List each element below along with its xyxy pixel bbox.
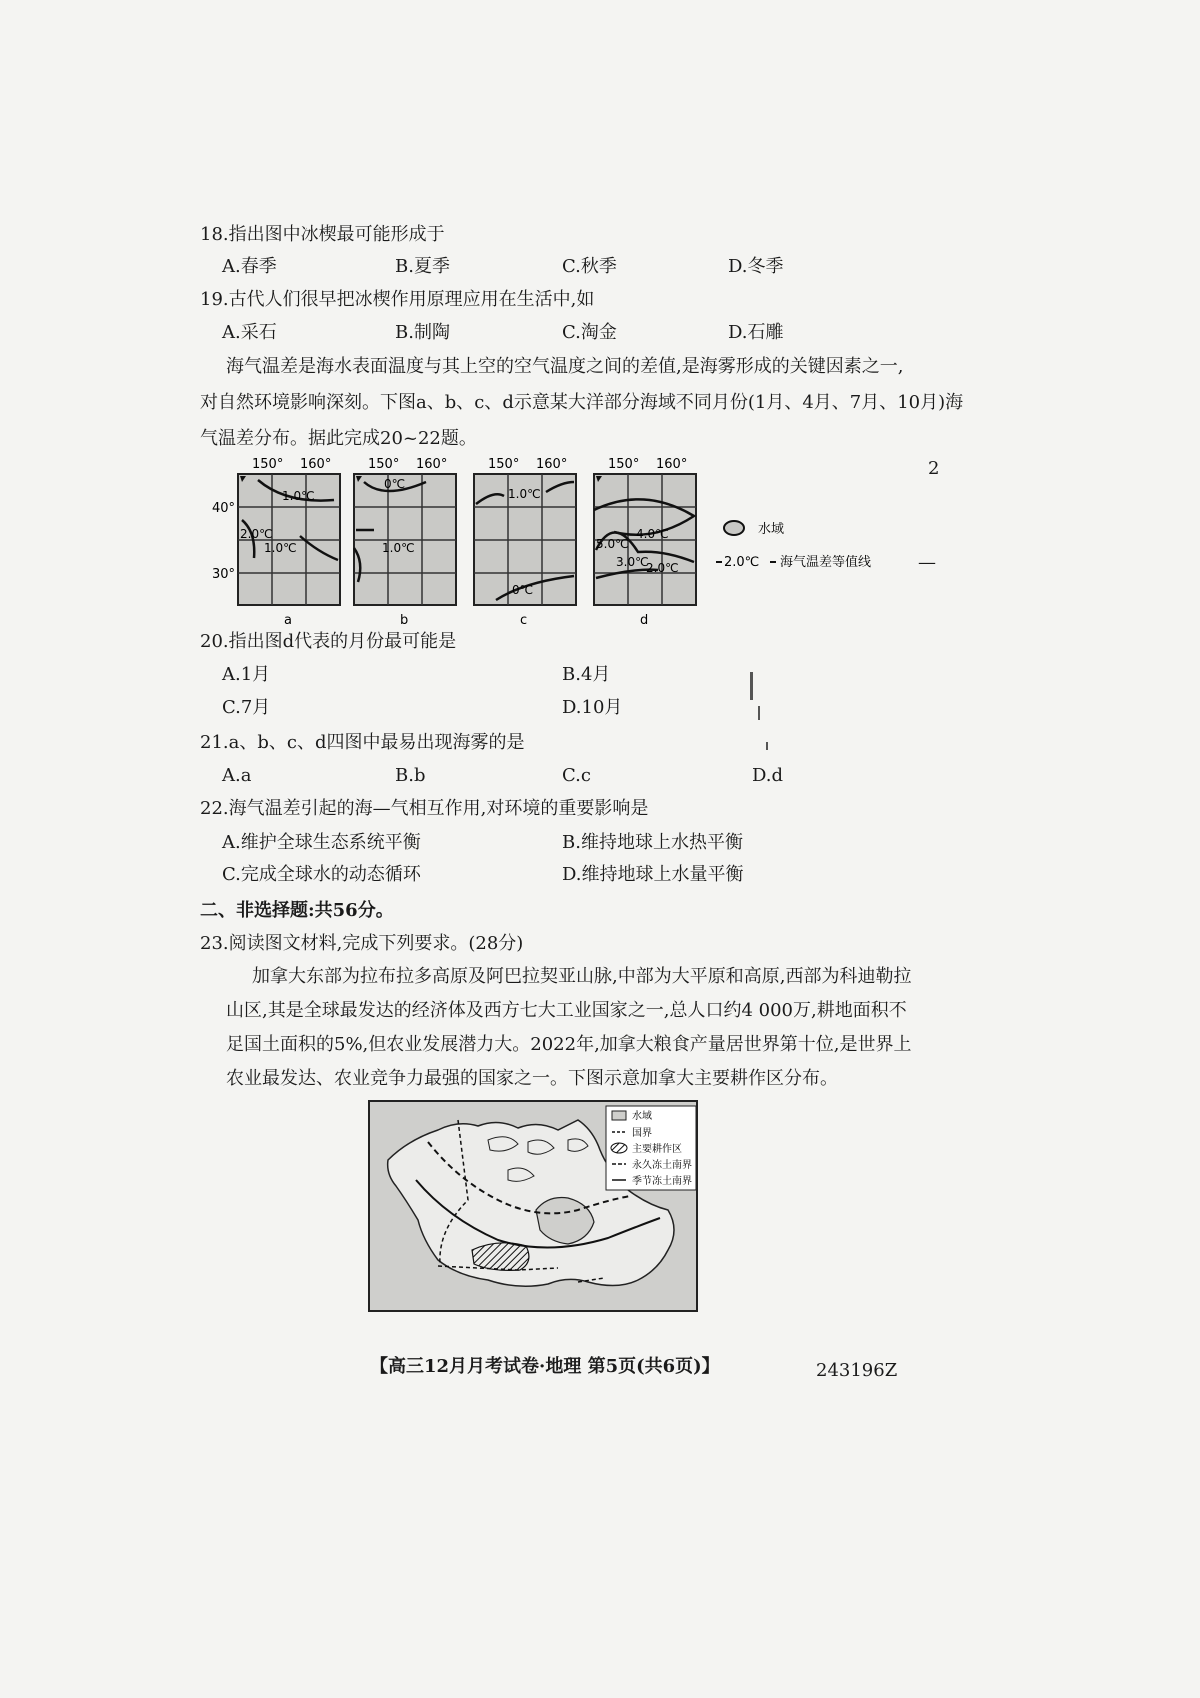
exam-code: 243196Z — [816, 1360, 898, 1381]
q23-line-4: 农业最发达、农业竞争力最强的国家之一。下图示意加拿大主要耕作区分布。 — [226, 1068, 838, 1089]
scan-mark — [750, 672, 753, 700]
farming-area — [472, 1243, 529, 1271]
q21-option-c[interactable]: C.c — [562, 765, 591, 786]
q22-option-d[interactable]: D.维持地球上水量平衡 — [562, 864, 744, 885]
q19-option-b[interactable]: B.制陶 — [395, 322, 450, 343]
svg-text:150°: 150° — [608, 457, 640, 472]
q22-stem: 22.海气温差引起的海—气相互作用,对环境的重要影响是 — [200, 798, 649, 819]
figure1-legend — [716, 521, 871, 570]
isoline-label: 1.0℃ — [264, 541, 297, 555]
lat-label-30: 30° — [212, 567, 236, 582]
q20-stem: 20.指出图d代表的月份最可能是 — [200, 631, 457, 652]
svg-text:0℃: 0℃ — [512, 583, 534, 597]
q21-option-a[interactable]: A.a — [222, 765, 252, 786]
svg-text:160°: 160° — [416, 457, 448, 472]
water-legend-icon — [724, 521, 744, 535]
q23-line-1: 加拿大东部为拉布拉多高原及阿巴拉契亚山脉,中部为大平原和高原,西部为科迪勒拉 — [252, 966, 912, 987]
margin-note: 2 — [928, 458, 940, 479]
intro-line-1: 海气温差是海水表面温度与其上空的空气温度之间的差值,是海雾形成的关键因素之一, — [226, 356, 904, 377]
q23-line-3: 足国土面积的5%,但农业发展潜力大。2022年,加拿大粮食产量居世界第十位,是世界上 — [226, 1034, 912, 1055]
q18-option-c[interactable]: C.秋季 — [562, 256, 617, 277]
lon-label-150: 150° — [252, 457, 284, 472]
q22-option-b[interactable]: B.维持地球上水热平衡 — [562, 832, 743, 853]
lat-label-40: 40° — [212, 501, 236, 516]
panel-label: a — [284, 613, 292, 628]
isoline-label: 2.0℃ — [240, 527, 273, 541]
q18-stem: 18.指出图中冰楔最可能形成于 — [200, 224, 445, 245]
svg-text:海气温差等值线: 海气温差等值线 — [780, 555, 872, 570]
q18-option-d[interactable]: D.冬季 — [728, 256, 784, 277]
svg-text:主要耕作区: 主要耕作区 — [632, 1144, 682, 1155]
scan-mark — [758, 706, 760, 720]
q20-option-c[interactable]: C.7月 — [222, 697, 271, 718]
svg-text:3.0℃: 3.0℃ — [616, 555, 649, 569]
svg-text:2.0℃: 2.0℃ — [724, 555, 760, 570]
panel-a — [212, 457, 340, 628]
svg-text:0℃: 0℃ — [384, 477, 406, 491]
q20-option-d[interactable]: D.10月 — [562, 697, 623, 718]
svg-text:150°: 150° — [368, 457, 400, 472]
q18-option-b[interactable]: B.夏季 — [395, 256, 450, 277]
section-heading: 二、非选择题:共56分。 — [200, 900, 394, 921]
svg-text:水域: 水域 — [632, 1111, 652, 1122]
svg-text:150°: 150° — [488, 457, 520, 472]
panel-label: c — [520, 613, 528, 628]
svg-text:永久冻土南界: 永久冻土南界 — [632, 1160, 692, 1171]
panel-b — [354, 457, 456, 628]
q22-option-a[interactable]: A.维护全球生态系统平衡 — [222, 832, 421, 853]
svg-text:国界: 国界 — [632, 1128, 652, 1139]
q19-option-c[interactable]: C.淘金 — [562, 322, 617, 343]
q21-option-b[interactable]: B.b — [395, 765, 426, 786]
svg-text:160°: 160° — [536, 457, 568, 472]
q19-stem: 19.古代人们很早把冰楔作用原理应用在生活中,如 — [200, 289, 595, 310]
svg-text:5.0℃: 5.0℃ — [596, 537, 629, 551]
panel-c — [474, 457, 576, 628]
isoline-label: 1.0℃ — [282, 489, 315, 503]
svg-text:4.0℃: 4.0℃ — [636, 527, 669, 541]
figure2-legend — [606, 1106, 696, 1190]
page-footer: 【高三12月月考试卷·地理 第5页(共6页)】 — [370, 1356, 720, 1377]
q22-option-c[interactable]: C.完成全球水的动态循环 — [222, 864, 421, 885]
intro-line-3: 气温差分布。据此完成20~22题。 — [200, 428, 477, 449]
canada-farming-map — [368, 1100, 698, 1312]
scan-mark — [766, 742, 768, 750]
panel-d — [594, 457, 696, 628]
intro-line-2: 对自然环境影响深刻。下图a、b、c、d示意某大洋部分海域不同月份(1月、4月、7月、10月)海 — [200, 392, 964, 413]
panel-label: d — [640, 613, 649, 628]
svg-text:季节冻土南界: 季节冻土南界 — [632, 1176, 692, 1187]
q20-option-a[interactable]: A.1月 — [222, 664, 271, 685]
panel-label: b — [400, 613, 409, 628]
q19-option-d[interactable]: D.石雕 — [728, 322, 784, 343]
svg-text:1.0℃: 1.0℃ — [382, 541, 415, 555]
q21-option-d[interactable]: D.d — [752, 765, 784, 786]
q21-stem: 21.a、b、c、d四图中最易出现海雾的是 — [200, 732, 525, 753]
q18-option-a[interactable]: A.春季 — [222, 256, 277, 277]
svg-text:1.0℃: 1.0℃ — [508, 487, 541, 501]
svg-text:2.0℃: 2.0℃ — [646, 561, 679, 575]
svg-text:160°: 160° — [656, 457, 688, 472]
q19-option-a[interactable]: A.采石 — [222, 322, 277, 343]
q23-line-2: 山区,其是全球最发达的经济体及西方七大工业国家之一,总人口约4 000万,耕地面积不 — [226, 1000, 907, 1021]
margin-dash: — — [918, 552, 936, 573]
svg-text:水域: 水域 — [758, 522, 785, 537]
q20-option-b[interactable]: B.4月 — [562, 664, 611, 685]
lon-label-160: 160° — [300, 457, 332, 472]
q23-stem: 23.阅读图文材料,完成下列要求。(28分) — [200, 933, 524, 954]
sea-air-temperature-figure — [212, 452, 878, 630]
